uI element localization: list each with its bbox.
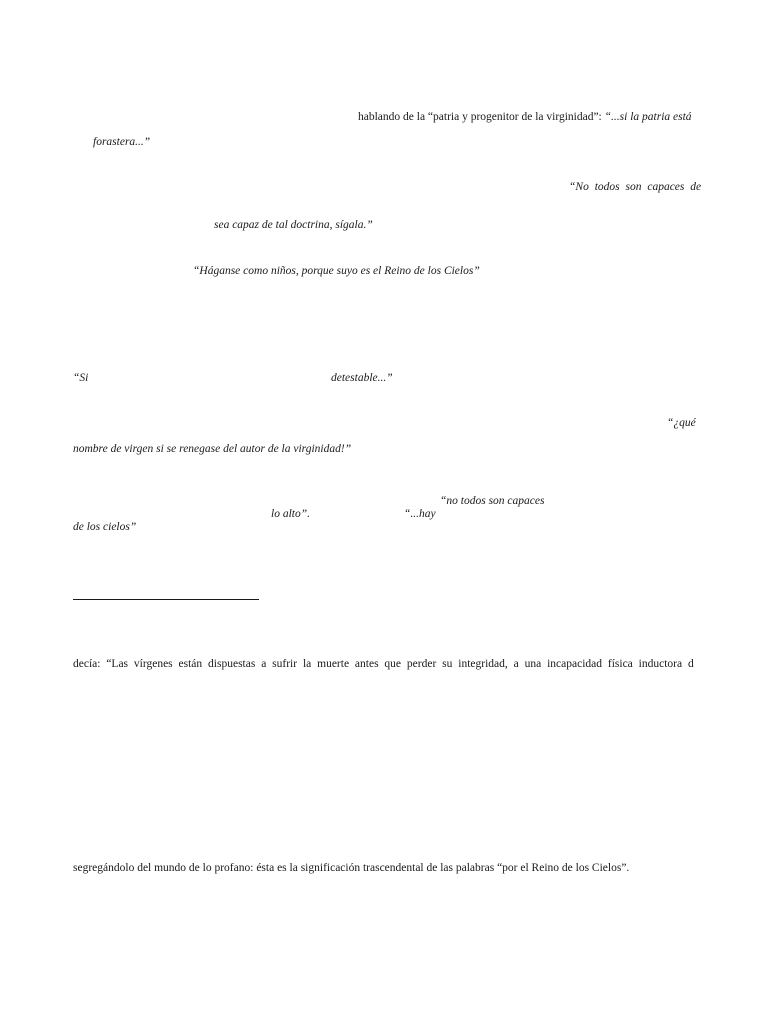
text-detestable: detestable...”: [331, 372, 393, 384]
text-forastera: forastera...”: [93, 136, 151, 148]
text-que: “¿qué: [667, 417, 696, 429]
text-patria-italic: “...si la patria está: [601, 111, 692, 123]
text-no-todos-son-capaces-2: “no todos son capaces: [440, 495, 545, 507]
text-si: “Si: [73, 372, 89, 384]
text-lo-alto: lo alto”.: [271, 508, 310, 520]
text-haganse-como-ninos: “Háganse como niños, porque suyo es el Reino de los Cielos”: [193, 265, 480, 277]
text-hay: “...hay: [404, 508, 436, 520]
text-sea-capaz: sea capaz de tal doctrina, sígala.”: [214, 219, 373, 231]
text-decia-las-virgenes: decía: “Las vírgenes están dispuestas a sufrir la muerte antes que perder su integridad, a una incapacidad física inductora d: [73, 658, 694, 670]
text-line-patria: [358, 110, 692, 124]
text-nombre-de-virgen: nombre de virgen si se renegase del autor de la virginidad!”: [73, 443, 352, 455]
text-patria-normal: hablando de la “patria y progenitor de la virginidad”:: [358, 111, 602, 123]
text-no-todos-son-capaces: “No todos son capaces de: [569, 181, 702, 193]
text-de-los-cielos: de los cielos”: [73, 521, 137, 533]
footnote-separator-rule: [73, 599, 259, 600]
text-segregandolo: segregándolo del mundo de lo profano: ésta es la significación trascendental de las palabras “por el Reino de los Cielos”.: [73, 862, 630, 874]
